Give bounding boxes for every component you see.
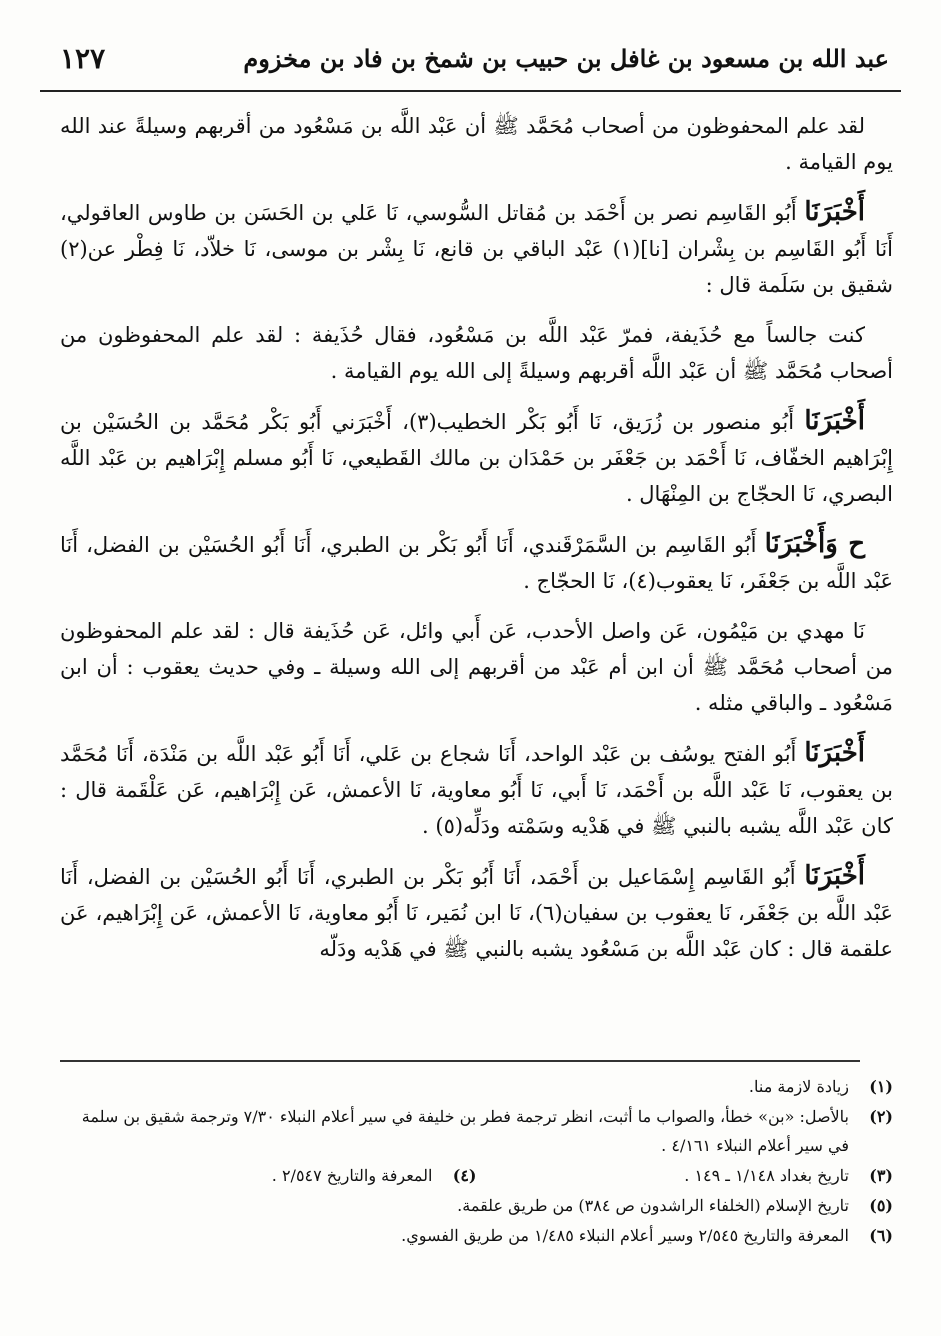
isnad-lead: أَخْبَرَنَا [804, 406, 865, 436]
paragraph [60, 403, 893, 512]
paragraph [60, 858, 893, 967]
isnad-lead: أَخْبَرَنَا [804, 738, 865, 768]
paragraph-text: لقد علم المحفوظون من أصحاب مُحَمَّد ﷺ أن عَبْد اللَّه بن مَسْعُود من أقربهم وسيلةً عند الله يوم القيامة . [60, 114, 893, 174]
paragraph [60, 613, 893, 721]
paragraph-text: أَبُو القَاسِم بن السَّمَرْقَندي، أَنَا أَبُو بَكْر بن الطبري، أَنَا أَبُو الحُسَيْن بن الفضل، أَنَا عَبْد اللَّه بن جَعْفَر، نَا يعقوب(٤)، نَا الحجّاج . [60, 533, 893, 593]
isnad-lead: ح وَأَخْبَرَنَا [764, 529, 865, 559]
footnote-number: (٣) [869, 1166, 893, 1185]
paragraph-text: نَا مهدي بن مَيْمُون، عَن واصل الأحدب، عَن أَبي وائل، عَن حُذَيفة قال : لقد علم المحفوظون من أصحاب مُحَمَّد ﷺ أن ابن أم عَبْد من أقربهم إلى الله وسيلة ـ وفي حديث يعقوب : أن ابن مَسْعُود ـ والباقي مثله . [60, 619, 893, 715]
footnote-1 [60, 1072, 893, 1101]
main-text [60, 108, 893, 981]
paragraph [60, 317, 893, 389]
paragraph-text: أَبُو منصور بن زُرَيق، نَا أَبُو بَكْر الخطيب(٣)، أَخْبَرَني أَبُو بَكْر مُحَمَّد بن الحُسَيْن بن إِبْرَاهيم الخفّاف، نَا أَحْمَد بن جَعْفَر بن حَمْدَان بن مالك القَطيعي، نَا أَبُو مسلم إِبْرَاهيم بن عَبْد اللَّه البصري، نَا الحجّاج بن المِنْهَال . [60, 410, 894, 506]
footnote-number: (٢) [869, 1107, 893, 1126]
footnote-number: (١) [869, 1077, 893, 1096]
footnote-text: تاريخ الإسلام (الخلفاء الراشدون ص ٣٨٤) من طريق علقمة. [457, 1196, 849, 1215]
footnote-6 [60, 1221, 893, 1250]
paragraph-text: أَبُو القَاسِم إِسْمَاعيل بن أَحْمَد، أَنَا أَبُو بَكْر بن الطبري، أَنَا أَبُو الحُسَيْن بن الفضل، أَنَا عَبْد اللَّه بن جَعْفَر، نَا يعقوب بن سفيان(٦)، نَا ابن نُمَير، نَا أَبُو معاوية، نَا الأعمش، عَن إِبْرَاهيم، عَن علقمة قال : كان عَبْد اللَّه بن مَسْعُود يشبه بالنبي ﷺ في هَدْيه ودَلّه [60, 865, 893, 961]
page-number: ١٢٧ [60, 42, 106, 75]
footnote-text: زيادة لازمة منا. [748, 1077, 849, 1096]
isnad-lead: أَخْبَرَنَا [804, 861, 865, 891]
footnote-3 [477, 1161, 894, 1190]
paragraph-text: أَبُو الفتح يوسُف بن عَبْد الواحد، أَنَا شجاع بن عَلي، أَنَا أَبُو عَبْد اللَّه بن مَنْدَة، أَنَا مُحَمَّد بن يعقوب، نَا عَبْد اللَّه بن أَحْمَد، نَا أَبي، نَا أَبُو معاوية، نَا الأعمش، عَن إِبْرَاهيم، عَن عَلْقَمة قال : كان عَبْد اللَّه يشبه بالنبي ﷺ في هَدْيه وسَمْته ودَلِّه(٥) . [60, 742, 893, 838]
footnote-separator [60, 1060, 860, 1062]
paragraph [60, 194, 893, 303]
footnote-row [60, 1161, 893, 1191]
footnote-text: تاريخ بغداد ١/١٤٨ ـ ١٤٩ . [684, 1166, 849, 1185]
footnote-text: المعرفة والتاريخ ٢/٥٤٧ . [271, 1166, 433, 1185]
paragraph [60, 526, 893, 599]
footnote-number: (٤) [452, 1166, 477, 1185]
footnote-5 [60, 1191, 893, 1220]
paragraph [60, 735, 893, 844]
footnote-2 [60, 1102, 893, 1160]
paragraph-text: أَبُو القَاسِم نصر بن أَحْمَد بن مُقاتل السُّوسي، نَا عَلي بن الحَسَن بن طاوس العاقولي، أَنَا أَبُو القَاسِم بن بِشْران [نا](١) عَبْد الباقي بن قانع، نَا بِشْر بن موسى، نَا خلاّد، نَا فِطْر عن(٢) شقيق بن سَلَمة قال : [60, 201, 893, 297]
paragraph [60, 108, 893, 180]
page-header [40, 30, 901, 92]
footnote-number: (٥) [869, 1196, 893, 1215]
footnotes [60, 1072, 893, 1251]
running-title: عبد الله بن مسعود بن غافل بن حبيب بن شمخ بن فاد بن مخزوم [243, 44, 889, 73]
paragraph-text: كنت جالساً مع حُذَيفة، فمرّ عَبْد اللَّه بن مَسْعُود، فقال حُذَيفة : لقد علم المحفوظون من أصحاب مُحَمَّد ﷺ أن عَبْد اللَّه أقربهم وسيلةً إلى الله يوم القيامة . [60, 323, 893, 383]
footnote-text: بالأصل: «بن» خطأ، والصواب ما أثبت، انظر ترجمة فطر بن خليفة في سير أعلام النبلاء ٧/٣٠ وترجمة شقيق بن سلمة في سير أعلام النبلاء ٤/١٦١ . [81, 1107, 849, 1155]
isnad-lead: أَخْبَرَنَا [804, 197, 865, 227]
footnote-text: المعرفة والتاريخ ٢/٥٤٥ وسير أعلام النبلاء ١/٤٨٥ من طريق الفسوي. [401, 1226, 849, 1245]
footnote-number: (٦) [869, 1226, 893, 1245]
footnote-4 [60, 1161, 477, 1190]
